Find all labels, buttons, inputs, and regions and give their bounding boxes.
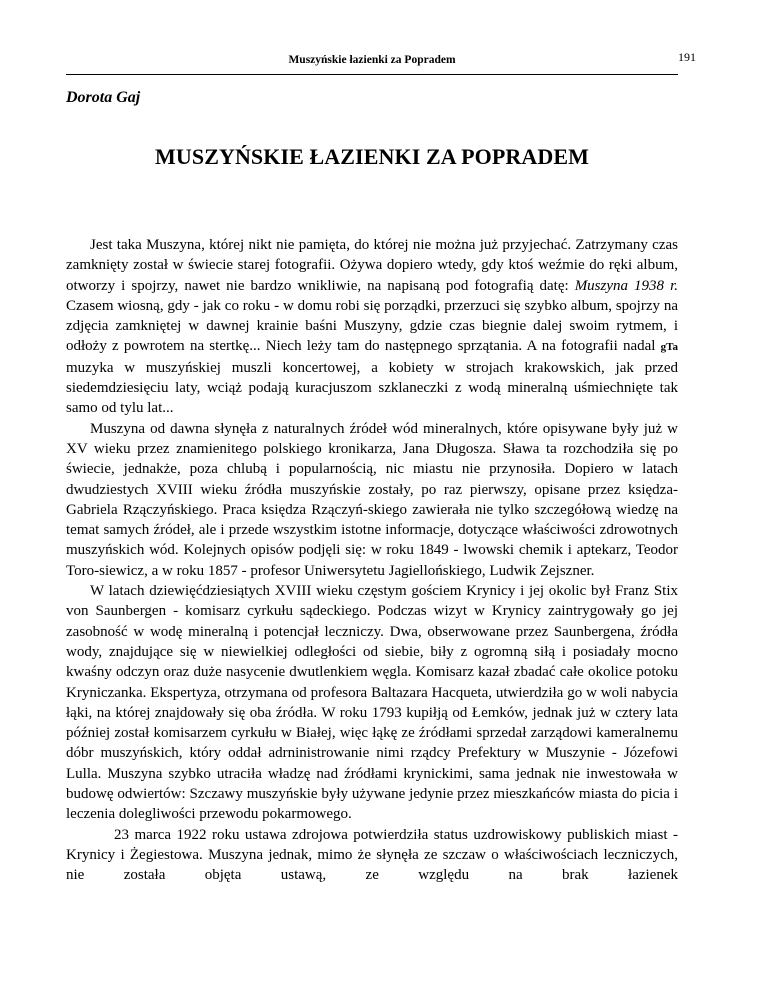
- running-header: [66, 50, 696, 75]
- paragraph-3: W latach dziewięćdziesiątych XVIII wieku częstym gościem Krynicy i jej okolic był Franz Stix von Saunbergen - komisarz cyrkułu sądeckiego. Podczas wizyt w Krynicy zaintrygowały go jej zasobność w wodę mineralną i potencjał leczniczy. Dwa, obserwowane przez Saunbergena, źródła wody, znajdujące się w niewielkiej odległości od siebie, biły z ogromną siłą i posiadały mocno kwaśny odczyn oraz duże nasycenie dwutlenkiem węgla. Komisarz kazał zbadać całe okolice potoku Kryniczanka. Ekspertyza, otrzymana od profesora Baltazara Hacqueta, utwierdziła go w woli nabycia łąki, na której znajdowały się oba źródła. W roku 1793 kupiłją od Łemków, jednak już w cztery lata później został komisarzem cyrkułu w Białej, więc łąkę ze źródłami sprzedał zarządowi kameralnemu dóbr muszyńskich, który oddał adrninistrowanie nimi rządcy Prefektury w Muszynie - Józefowi Lulla. Muszyna szybko utraciła władzę nad źródłami krynickimi, sama jednak nie inwestowała w budowę odwiertów: Szczawy muszyńskie były używane jedynie przez mieszkańców miasta do picia i leczenia dolegliwości przewodu pokarmowego.: [66, 583, 678, 823]
- paragraph-1-part-a: Jest taka Muszyna, której nikt nie pamięta, do której nie można już przyjechać. Zatrzymany czas zamknięty został w świecie starej fotografii. Ożywa dopiero wtedy, gdy ktoś weźmie do ręki album, otworzy i spojrzy, nawet nie bardzo wnikliwie, na napisaną pod fotografią datę:: [66, 237, 678, 294]
- article-title: MUSZYŃSKIE ŁAZIENKI ZA POPRADEM: [155, 144, 589, 169]
- page-number: 191: [678, 50, 696, 64]
- photo-caption-date: Muszyna 1938 r.: [574, 277, 678, 294]
- author-name: Dorota Gaj: [66, 89, 141, 106]
- paragraph-1-part-b: Czasem wiosną, gdy - jak co roku - w domu robi się porządki, przerzuci się szybko album, spojrzy na zdjęcia zamkniętej w dawnej krainie baśni Muszyny, gdzie czas biegnie dalej swoim rytmem, i odłoży z powrotem na stertkę... Niech leży tam do następnego sprzątania. A na fotografii nadal: [66, 297, 678, 355]
- running-title: Muszyńskie łazienki za Popradem: [288, 54, 456, 66]
- paragraph-4: 23 marca 1922 roku ustawa zdrojowa potwierdziła status uzdrowiskowy publiskich miast - Krynicy i Żegiestowa. Muszyna jednak, mimo że słynęła ze szczaw o właściwościach leczniczych, nie została objęta ustawą, ze względu na brak łazienek: [66, 826, 678, 884]
- paragraph-1-part-c: muzyka w muszyńskiej muszli koncertowej, a kobiety w strojach krakowskich, jak przed siedemdziesięciu laty, wciąż podają kuracjuszom szklaneczki z wodą mineralną uśmiechnięte tak samo od tylu lat...: [66, 359, 678, 417]
- article-body: [66, 235, 678, 886]
- ocr-artifact-text: gTa: [660, 341, 678, 354]
- paragraph-1: [66, 235, 678, 419]
- paragraph-2: Muszyna od dawna słynęła z naturalnych źródeł wód mineralnych, które opisywane były już w XV wieku przez znamienitego polskiego kronikarza, Jana Długosza. Sława ta rozchodziła się po świecie, jednakże, poza chlubą i popularnością, nic miastu nie przynosiła. Dopiero w latach dwudziestych XVIII wieku źródła muszyńskie zostały, po raz pierwszy, opisane przez księdza-Gabriela Rzączyńskiego. Praca księdza Rzączyń-skiego zawierała nie tylko szczegółową wiedzę na temat samych źródeł, ale i przede wszystkim istotne informacje, dotyczące właściwości zdrowotnych muszyńskich wód. Kolejnych opisów podjęli się: w roku 1849 - lwowski chemik i aptekarz, Teodor Toro-siewicz, a w roku 1857 - profesor Uniwersytetu Jagiellońskiego, Ludwik Zejszner.: [66, 420, 678, 579]
